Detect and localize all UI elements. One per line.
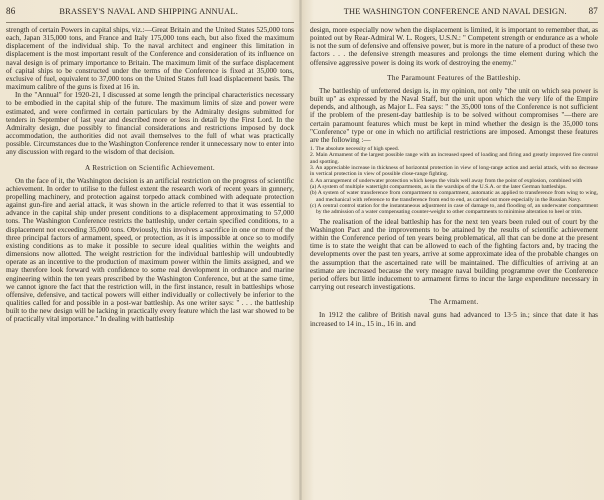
paragraph: design, more especially now when the displacement is limited, it is important to remember that, as pointed out by Rear-Admiral W. L. Rogers, U.S.N.: " Competent strength or endurance as a whole is not the sum of defensive and offensive power, but is more in the nature of a product of these two factors . . . the defensive strength measures and prolongs the time element during which the offensive aggressive power is doing its work of destroying the enemy." (310, 26, 598, 67)
section-heading: The Armament. (429, 298, 479, 307)
list-subitem: (a) A system of multiple watertight compartments, as in the warships of the U.S.A. or the later German battleships. (310, 184, 567, 191)
section-heading: A Restriction on Scientific Achievement. (85, 163, 215, 172)
left-page-header (6, 6, 294, 23)
list-subitem: (c) A central control station for the instantaneous adjustment in case of damage to, and flooding of, an underwater compartment by the admission of a water compensating counter-weight to other compartments to minimise alteration to heel or trim. (310, 203, 598, 216)
paragraph: In 1912 the calibre of British naval guns had advanced to 13·5 in.; since that date it has increased to 14 in., 15 in., 16 in. and (310, 311, 598, 328)
right-page-body (310, 26, 598, 328)
running-head-right: THE WASHINGTON CONFERENCE AND NAVAL DESIGN. (343, 7, 567, 16)
left-page-body (6, 26, 294, 323)
list-subitem: (b) A system of water transference from compartment to compartment, automatic as applied to transference from wing to wing, and mechanical with reference to the transference from end to end, as carried out more especially in the Russian Navy. (310, 190, 598, 203)
list-item: 4. An arrangement of underwater protection which keeps the vitals well away from the point of explosion, combined with (310, 177, 583, 184)
paragraph: The realisation of the ideal battleship has for the next ten years been ruled out of court by the Washington Pact and the improvements to be attained by the results of scientific achievement within the Conference period of ten years being problematical, all that can be done at the present time is to state the weight that can be allowed to each of the fighting factors and, by tracing the developments over the past ten years, arrive at some approximate idea of the probable changes on the assumption that the ascertained rate will be maintained. The difficulties of arriving at an estimate are increased because the very meagre naval building programme over the Conference period offers but little inducement to armament firms to incur the large expenditure necessary in carrying out research investigations. (310, 217, 598, 292)
right-page-header (310, 6, 598, 23)
paragraph: strength of certain Powers in capital ships, viz.:—Great Britain and the United States 525,000 tons each, Japan 315,000 tons, and France and Italy 175,000 tons each, but also fixed the maximum displacement of the individual ship. To the naval architect and engineer this limitation in displacement is the most important result of the Conference and consideration of its influence on naval design is of primary importance to Britain. The maximum limit of the surface displacement of capital ships to be constructed under the terms of the Conference is fixed at 35,000 tons, exclusive of fuel, equivalent to 37,000 tons on the United States full load displacement basis. The maximum calibre of the guns is fixed at 16 in. (6, 26, 294, 92)
section-heading: The Paramount Features of the Battleship. (387, 73, 521, 82)
paragraph: The battleship of unfettered design is, in my opinion, not only "the unit on which sea power is built up" as expressed by the Naval Staff, but the unit upon which the very life of the Empire depends, and although, as Major L. Fea says: " the 35,000 tons of the Conference is not sufficient if the problem of the present-day battleship is to be solved without compromises "—there are certain paramount features which must be kept in mind whether the design is the 35,000 tons "Conference" type or one in which no artificial restrictions are imposed. Amongst these features are the following :— (310, 86, 598, 144)
paragraph: In the "Annual" for 1920-21, I discussed at some length the principal characteristics necessary to be embodied in the capital ship of the future. The maximum limits of size and power were estimated, and were confirmed in certain particulars by the Admiralty designs submitted for tenders in September of last year and described more or less in detail by the First Lord. In the Admiralty design, due possibly to financial considerations and restrictions imposed by dock accommodation, the authorities did not avail themselves to the full of what was practically possible. Circumstances due to the Washington Conference render it unnecessary now to enter into any discussion with regard to the wisdom of that decision. (6, 91, 294, 157)
list-item: 3. An appreciable increase in thickness of horizontal protection in view of long-range action and aerial attack, with no decrease in vertical protection in view of possible close-range fighting. (310, 165, 598, 178)
running-head-left: BRASSEY'S NAVAL AND SHIPPING ANNUAL. (59, 7, 239, 16)
paragraph: On the face of it, the Washington decision is an artificial restriction on the progress of scientific achievement. In order to utilise to the fullest extent the research work of recent years in gunnery, propelling machinery, and protection against torpedo attack combined with adequate protection against gun-fire and aerial attack, it was shown in the article referred to that it was essential to advance in the capital ship under present conditions to a displacement approximating to 57,000 tons. The Washington Conference restricts the battleship, under certain specified conditions, to a displacement not exceeding 35,000 tons. Obviously, this involves a sacrifice in one or more of the three principal factors of armament, speed, or protection, as it is impossible at once so to modify existing conditions as to make it possible to secure ideal qualities within the weights and dimensions now allotted. The weight restriction for the individual battleship will undoubtedly operate as an incentive to the production of maximum power within the limits assigned, and we may therefore look forward with confidence to some real development in ordnance and marine engineering within the ten years prescribed by the Washington Conference, but at the same time, we cannot ignore the fact that the restriction will, in the first instance, result in battleships whose offensive, defensive, and tactical powers will either individually or collectively be inferior to the qualities called for and possible in a post-war battleship. As one writer says: " . . . the battleship built to the new design will be lacking in practically every feature which the last war showed to be of practically vital importance." In dealing with battleship (6, 176, 294, 324)
right-page (302, 0, 604, 500)
page-number-left: 86 (6, 6, 16, 16)
left-page (0, 0, 300, 500)
feature-list (310, 146, 598, 216)
list-item: 2. Main Armament of the largest possible range with an increased speed of loading and firing and greatly improved fire control and spotting. (310, 152, 598, 165)
page-number-right: 87 (588, 6, 598, 16)
list-item: 1. The absolute necessity of high speed. (310, 146, 400, 153)
